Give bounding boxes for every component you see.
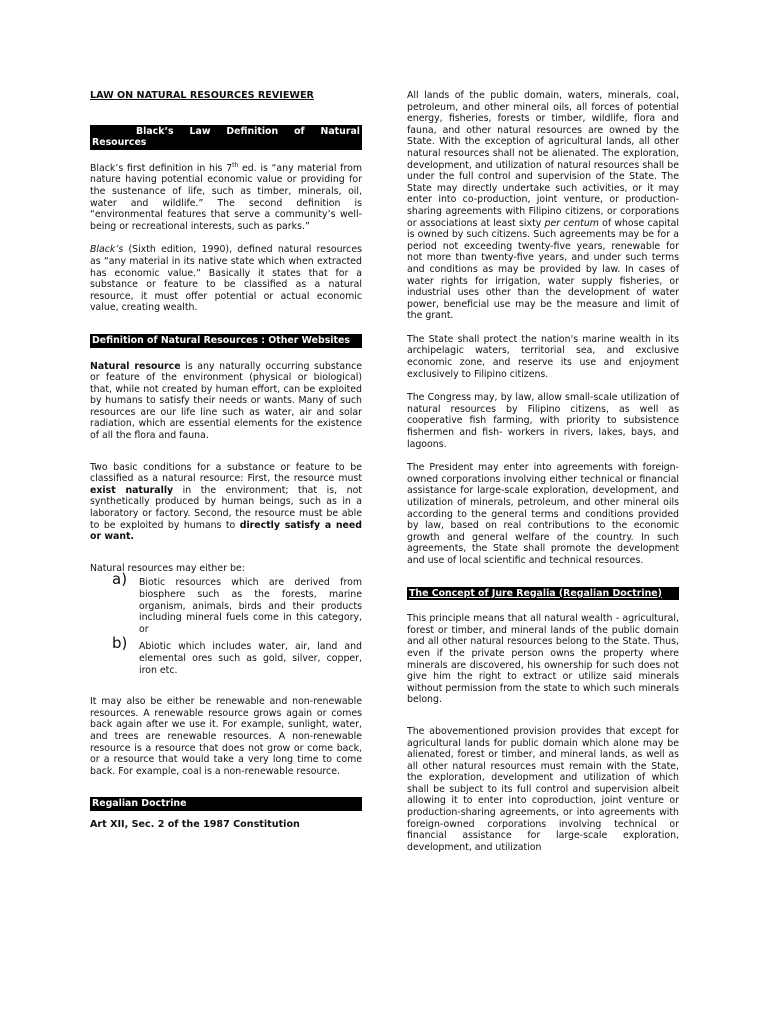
subheading-constitution-article: Art XII, Sec. 2 of the 1987 Constitution <box>90 818 300 830</box>
paragraph-natural-resource-definition: Natural resource is any naturally occurring substance or feature of the environment (physical or biological) that, while not created by human effort, can be exploited by humans to satisfy their needs or wants. Many of such resources are our life line such as water, air and solar radiation, which are essential elements for the existence of all the flora and fauna. <box>90 360 362 442</box>
paragraph-president-agreements: The President may enter into agreements with foreign-owned corporations involving either technical or financial assistance for large-scale exploration, development, and utilization of minerals, petroleum, and other mineral oils according to the general terms and conditions provided by law, based on real contributions to the economic growth and general welfare of the country. In such agreements, the State shall promote the development and use of local scientific and technical resources. <box>407 462 679 566</box>
paragraph-principle-meaning: This principle means that all natural wealth - agricultural, forest or timber, and mineral lands of the public domain and all other natural resources belong to the State. Thus, even if the private person owns the property where minerals are discovered, his ownership for such does not give him the right to extract or utilize said minerals without permission from the state to which such minerals belong. <box>407 613 679 706</box>
section-heading-regalian-doctrine: Regalian Doctrine <box>90 797 362 811</box>
resource-type-list <box>90 570 362 676</box>
list-item-abiotic: b) Abiotic which includes water, air, land and elemental ores such as gold, silver, copper, iron etc. <box>112 634 362 676</box>
list-marker: a) <box>112 570 128 589</box>
paragraph-blacks-sixth-edition: Black’s (Sixth edition, 1990), defined natural resources as “any material in its native state which when extracted has economic value.” Basically it states that for a substance or feature to be classified as a natural resource, it must offer potential or actual economic value, creating wealth. <box>90 244 362 314</box>
section-heading-jure-regalia: The Concept of Jure Regalia (Regalian Doctrine) <box>407 587 679 601</box>
left-column <box>90 90 362 831</box>
paragraph-marine-wealth: The State shall protect the nation's marine wealth in its archipelagic waters, territorial sea, and exclusive economic zone, and reserve its use and enjoyment exclusively to Filipino citizens. <box>407 333 679 380</box>
list-marker: b) <box>112 634 128 653</box>
right-column <box>407 90 679 865</box>
paragraph-blacks-first-definition: Black’s first definition in his 7th ed. is “any material from nature having potential economic value or providing for the sustenance of life, such as timber, minerals, oil, water and wildlife.” The second definition is “environmental features that serve a community’s well-being or recreational interests, such as parks.” <box>90 161 362 232</box>
paragraph-abovementioned-provision: The abovementioned provision provides that except for agricultural lands for public domain which alone may be alienated, forest or timber, and mineral lands, as well as all other natural resources must remain with the State, the exploration, development and utilization of which shall be subject to its full control and supervision albeit allowing it to enter into coproduction, joint venture or production-sharing agreements, or into agreements with foreign-owned corporations involving technical or financial assistance for large-scale exploration, development, and utilization <box>407 725 679 853</box>
paragraph-congress-small-scale: The Congress may, by law, allow small-scale utilization of natural resources by Filipino citizens, as well as cooperative fish farming, with priority to subsistence fishermen and fish- workers in rivers, lakes, bays, and lagoons. <box>407 392 679 450</box>
list-item-biotic: a) Biotic resources which are derived from biosphere such as the forests, marine organism, animals, birds and their products including mineral fuels come in this category, or <box>112 570 362 635</box>
paragraph-two-basic-conditions: Two basic conditions for a substance or feature to be classified as a natural resource: First, the resource must exist naturally in the environment; that is, not synthetically produced by human beings, such as in a laboratory or factory. Second, the resource must be able to be exploited by humans to directly satisfy a need or want. <box>90 461 362 543</box>
section-heading-blacks-law: Black’s Law Definition of Natural Resources <box>92 125 360 149</box>
paragraph-resources-may-be: Natural resources may either be: <box>90 562 245 574</box>
document-title: LAW ON NATURAL RESOURCES REVIEWER <box>90 90 314 101</box>
paragraph-renewable-nonrenewable: It may also be either be renewable and non-renewable resources. A renewable resource grows again or comes back again after we use it. For example, sunlight, water, and trees are renewable resources. A non-renewable resource is a resource that does not grow or come back, or a resource that would take a very long time to come back. For example, coal is a non-renewable resource. <box>90 696 362 777</box>
paragraph-public-domain: All lands of the public domain, waters, minerals, coal, petroleum, and other mineral oils, all forces of potential energy, fisheries, forests or timber, wildlife, flora and fauna, and other natural resources are owned by the State. With the exception of agricultural lands, all other natural resources shall not be alienated. The exploration, development, and utilization of natural resources shall be under the full control and supervision of the State. The State may directly undertake such activities, or it may enter into co-production, joint venture, or production-sharing agreements with Filipino citizens, or corporations or associations at least sixty per centum of whose capital is owned by such citizens. Such agreements may be for a period not exceeding twenty-five years, renewable for not more than twenty-five years, and under such terms and conditions as may be provided by law. In cases of water rights for irrigation, water supply fisheries, or industrial uses other than the development of water power, beneficial use may be the measure and limit of the grant. <box>407 90 679 322</box>
section-heading-other-websites: Definition of Natural Resources : Other Websites <box>90 334 362 348</box>
